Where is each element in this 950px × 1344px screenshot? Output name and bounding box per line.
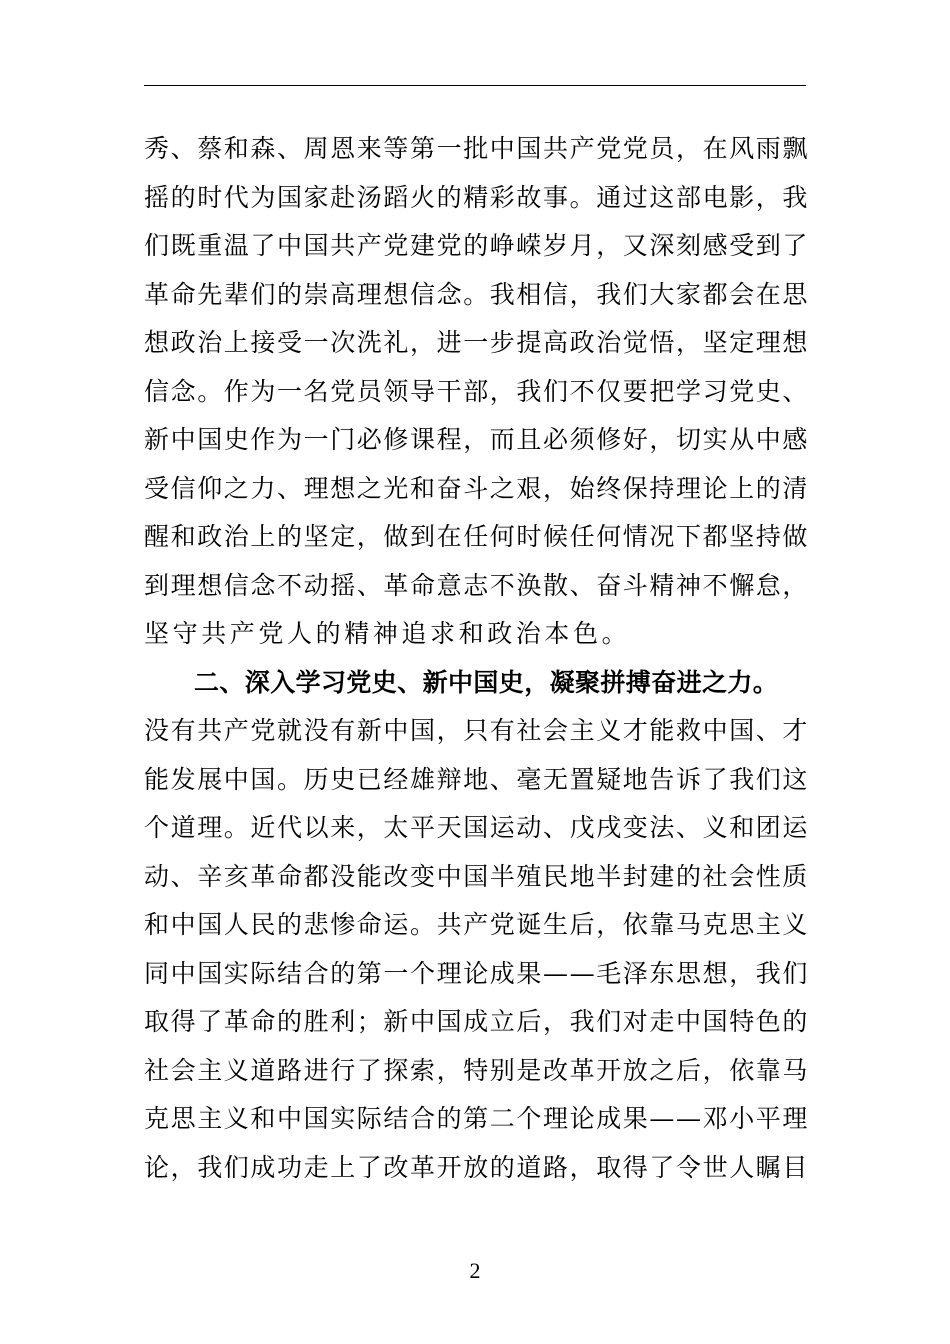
paragraph-line: 秀、蔡和森、周恩来等第一批中国共产党党员，在风雨飘 bbox=[144, 134, 810, 163]
document-body bbox=[144, 125, 810, 1192]
paragraph-line: 个道理。近代以来，太平天国运动、戊戌变法、义和团运 bbox=[144, 813, 810, 842]
paragraph-line: 们既重温了中国共产党建党的峥嵘岁月，又深刻感受到了 bbox=[144, 231, 810, 260]
paragraph-line: 克思主义和中国实际结合的第二个理论成果——邓小平理 bbox=[144, 1104, 810, 1133]
paragraph-line: 动、辛亥革命都没能改变中国半殖民地半封建的社会性质 bbox=[144, 861, 810, 891]
paragraph-line: 摇的时代为国家赴汤蹈火的精彩故事。通过这部电影，我 bbox=[144, 182, 810, 212]
paragraph-line: 坚守共产党人的精神追求和政治本色。 bbox=[144, 619, 631, 648]
paragraph-line: 到理想信念不动摇、革命意志不涣散、奋斗精神不懈怠， bbox=[144, 570, 810, 600]
page-number: 2 bbox=[469, 1258, 481, 1283]
paragraph-line: 革命先辈们的崇高理想信念。我相信，我们大家都会在思 bbox=[144, 279, 810, 309]
paragraph-line: 没有共产党就没有新中国，只有社会主义才能救中国、才 bbox=[144, 716, 810, 745]
paragraph-line: 新中国史作为一门必修课程，而且必须修好，切实从中感 bbox=[144, 425, 810, 454]
paragraph-line: 和中国人民的悲惨命运。共产党诞生后，依靠马克思主义 bbox=[144, 910, 810, 939]
paragraph-line: 社会主义道路进行了探索，特别是改革开放之后，依靠马 bbox=[144, 1055, 810, 1085]
header-rule bbox=[144, 85, 806, 86]
paragraph-line: 同中国实际结合的第一个理论成果——毛泽东思想，我们 bbox=[144, 958, 810, 988]
paragraph-line: 论，我们成功走上了改革开放的道路，取得了令世人瞩目 bbox=[144, 1152, 810, 1182]
paragraph-line: 醒和政治上的坚定，做到在任何时候任何情况下都坚持做 bbox=[144, 522, 810, 551]
paragraph-line: 能发展中国。历史已经雄辩地、毫无置疑地告诉了我们这 bbox=[144, 764, 810, 794]
paragraph-line: 取得了革命的胜利；新中国成立后，我们对走中国特色的 bbox=[144, 1007, 810, 1036]
paragraph-line: 受信仰之力、理想之光和奋斗之艰，始终保持理论上的清 bbox=[144, 473, 810, 503]
paragraph-line: 想政治上接受一次洗礼，进一步提高政治觉悟，坚定理想 bbox=[144, 328, 810, 357]
section-heading: 二、深入学习党史、新中国史，凝聚拼搏奋进之力。 bbox=[194, 667, 779, 697]
paragraph-line: 信念。作为一名党员领导干部，我们不仅要把学习党史、 bbox=[144, 376, 810, 406]
